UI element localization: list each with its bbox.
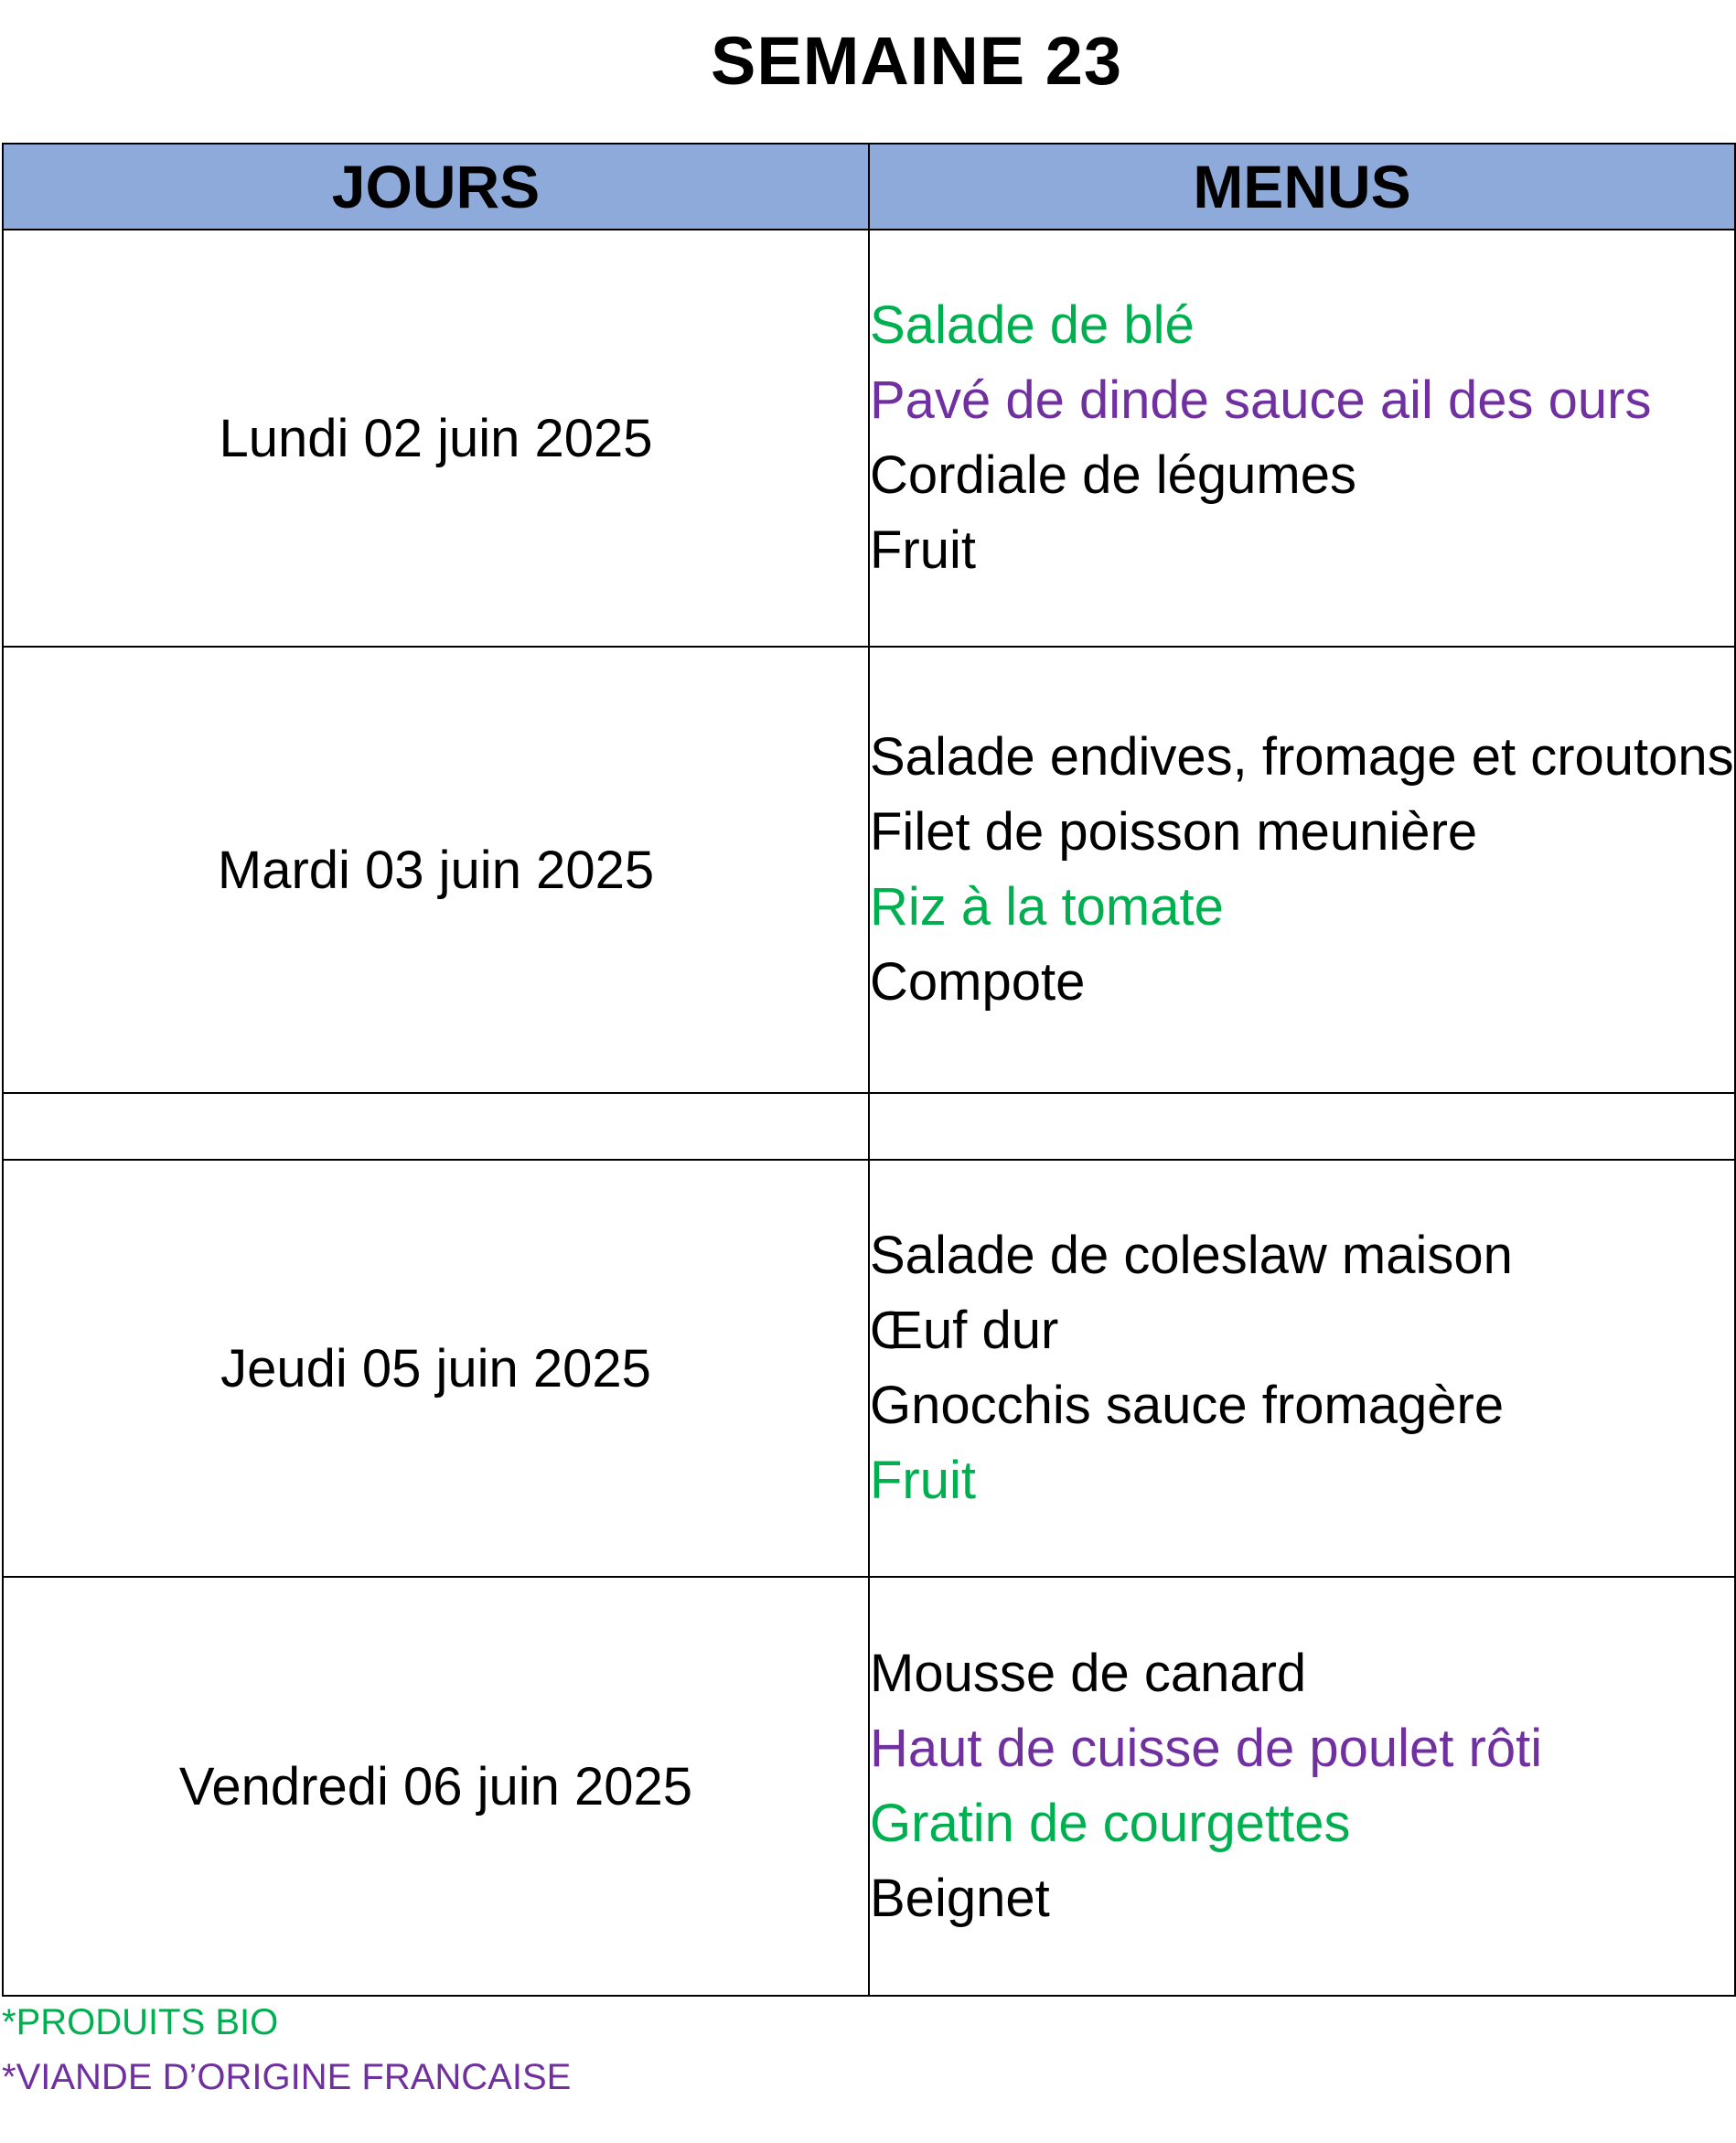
dish-item: Gratin de courgettes — [870, 1794, 1351, 1853]
dish-item: Salade endives, fromage et croutons — [870, 727, 1734, 787]
legend-viande: *VIANDE D’ORIGINE FRANCAISE — [2, 2057, 572, 2097]
menu-cell — [869, 647, 1735, 1093]
dish-item: Beignet — [870, 1869, 1050, 1928]
dish-item: Fruit — [870, 1451, 976, 1510]
dish-item: Riz à la tomate — [870, 877, 1224, 937]
page-title: SEMAINE 23 — [710, 23, 1123, 99]
dish-item: Fruit — [870, 520, 976, 580]
table-row — [3, 1577, 1735, 1996]
day-cell: Lundi 02 juin 2025 — [3, 230, 869, 647]
table-row — [3, 1160, 1735, 1577]
dish-item: Pavé de dinde sauce ail des ours — [870, 370, 1652, 430]
dish-item: Mousse de canard — [870, 1644, 1307, 1703]
menu-cell — [869, 1577, 1735, 1996]
table-row — [3, 647, 1735, 1093]
dish-item: Filet de poisson meunière — [870, 802, 1478, 862]
day-cell: Mardi 03 juin 2025 — [3, 647, 869, 1093]
menu-cell — [869, 1160, 1735, 1577]
menu-cell — [869, 230, 1735, 647]
menu-cell-empty — [869, 1093, 1735, 1160]
table-row-empty — [3, 1093, 1735, 1160]
table-header-row — [3, 144, 1735, 230]
dish-item: Cordiale de légumes — [870, 445, 1356, 505]
dish-item: Compote — [870, 952, 1086, 1012]
dish-item: Œuf dur — [870, 1301, 1059, 1360]
dish-item: Haut de cuisse de poulet rôti — [870, 1719, 1543, 1778]
table-row — [3, 230, 1735, 647]
day-cell: Jeudi 05 juin 2025 — [3, 1160, 869, 1577]
day-cell: Vendredi 06 juin 2025 — [3, 1577, 869, 1996]
day-cell-empty — [3, 1093, 869, 1160]
menu-table — [2, 143, 1736, 1997]
dish-item: Salade de coleslaw maison — [870, 1226, 1513, 1285]
dish-item: Salade de blé — [870, 295, 1195, 355]
legend-bio: *PRODUITS BIO — [2, 2002, 279, 2042]
header-menus: MENUS — [869, 144, 1735, 230]
dish-item: Gnocchis sauce fromagère — [870, 1376, 1505, 1435]
header-days: JOURS — [3, 144, 869, 230]
